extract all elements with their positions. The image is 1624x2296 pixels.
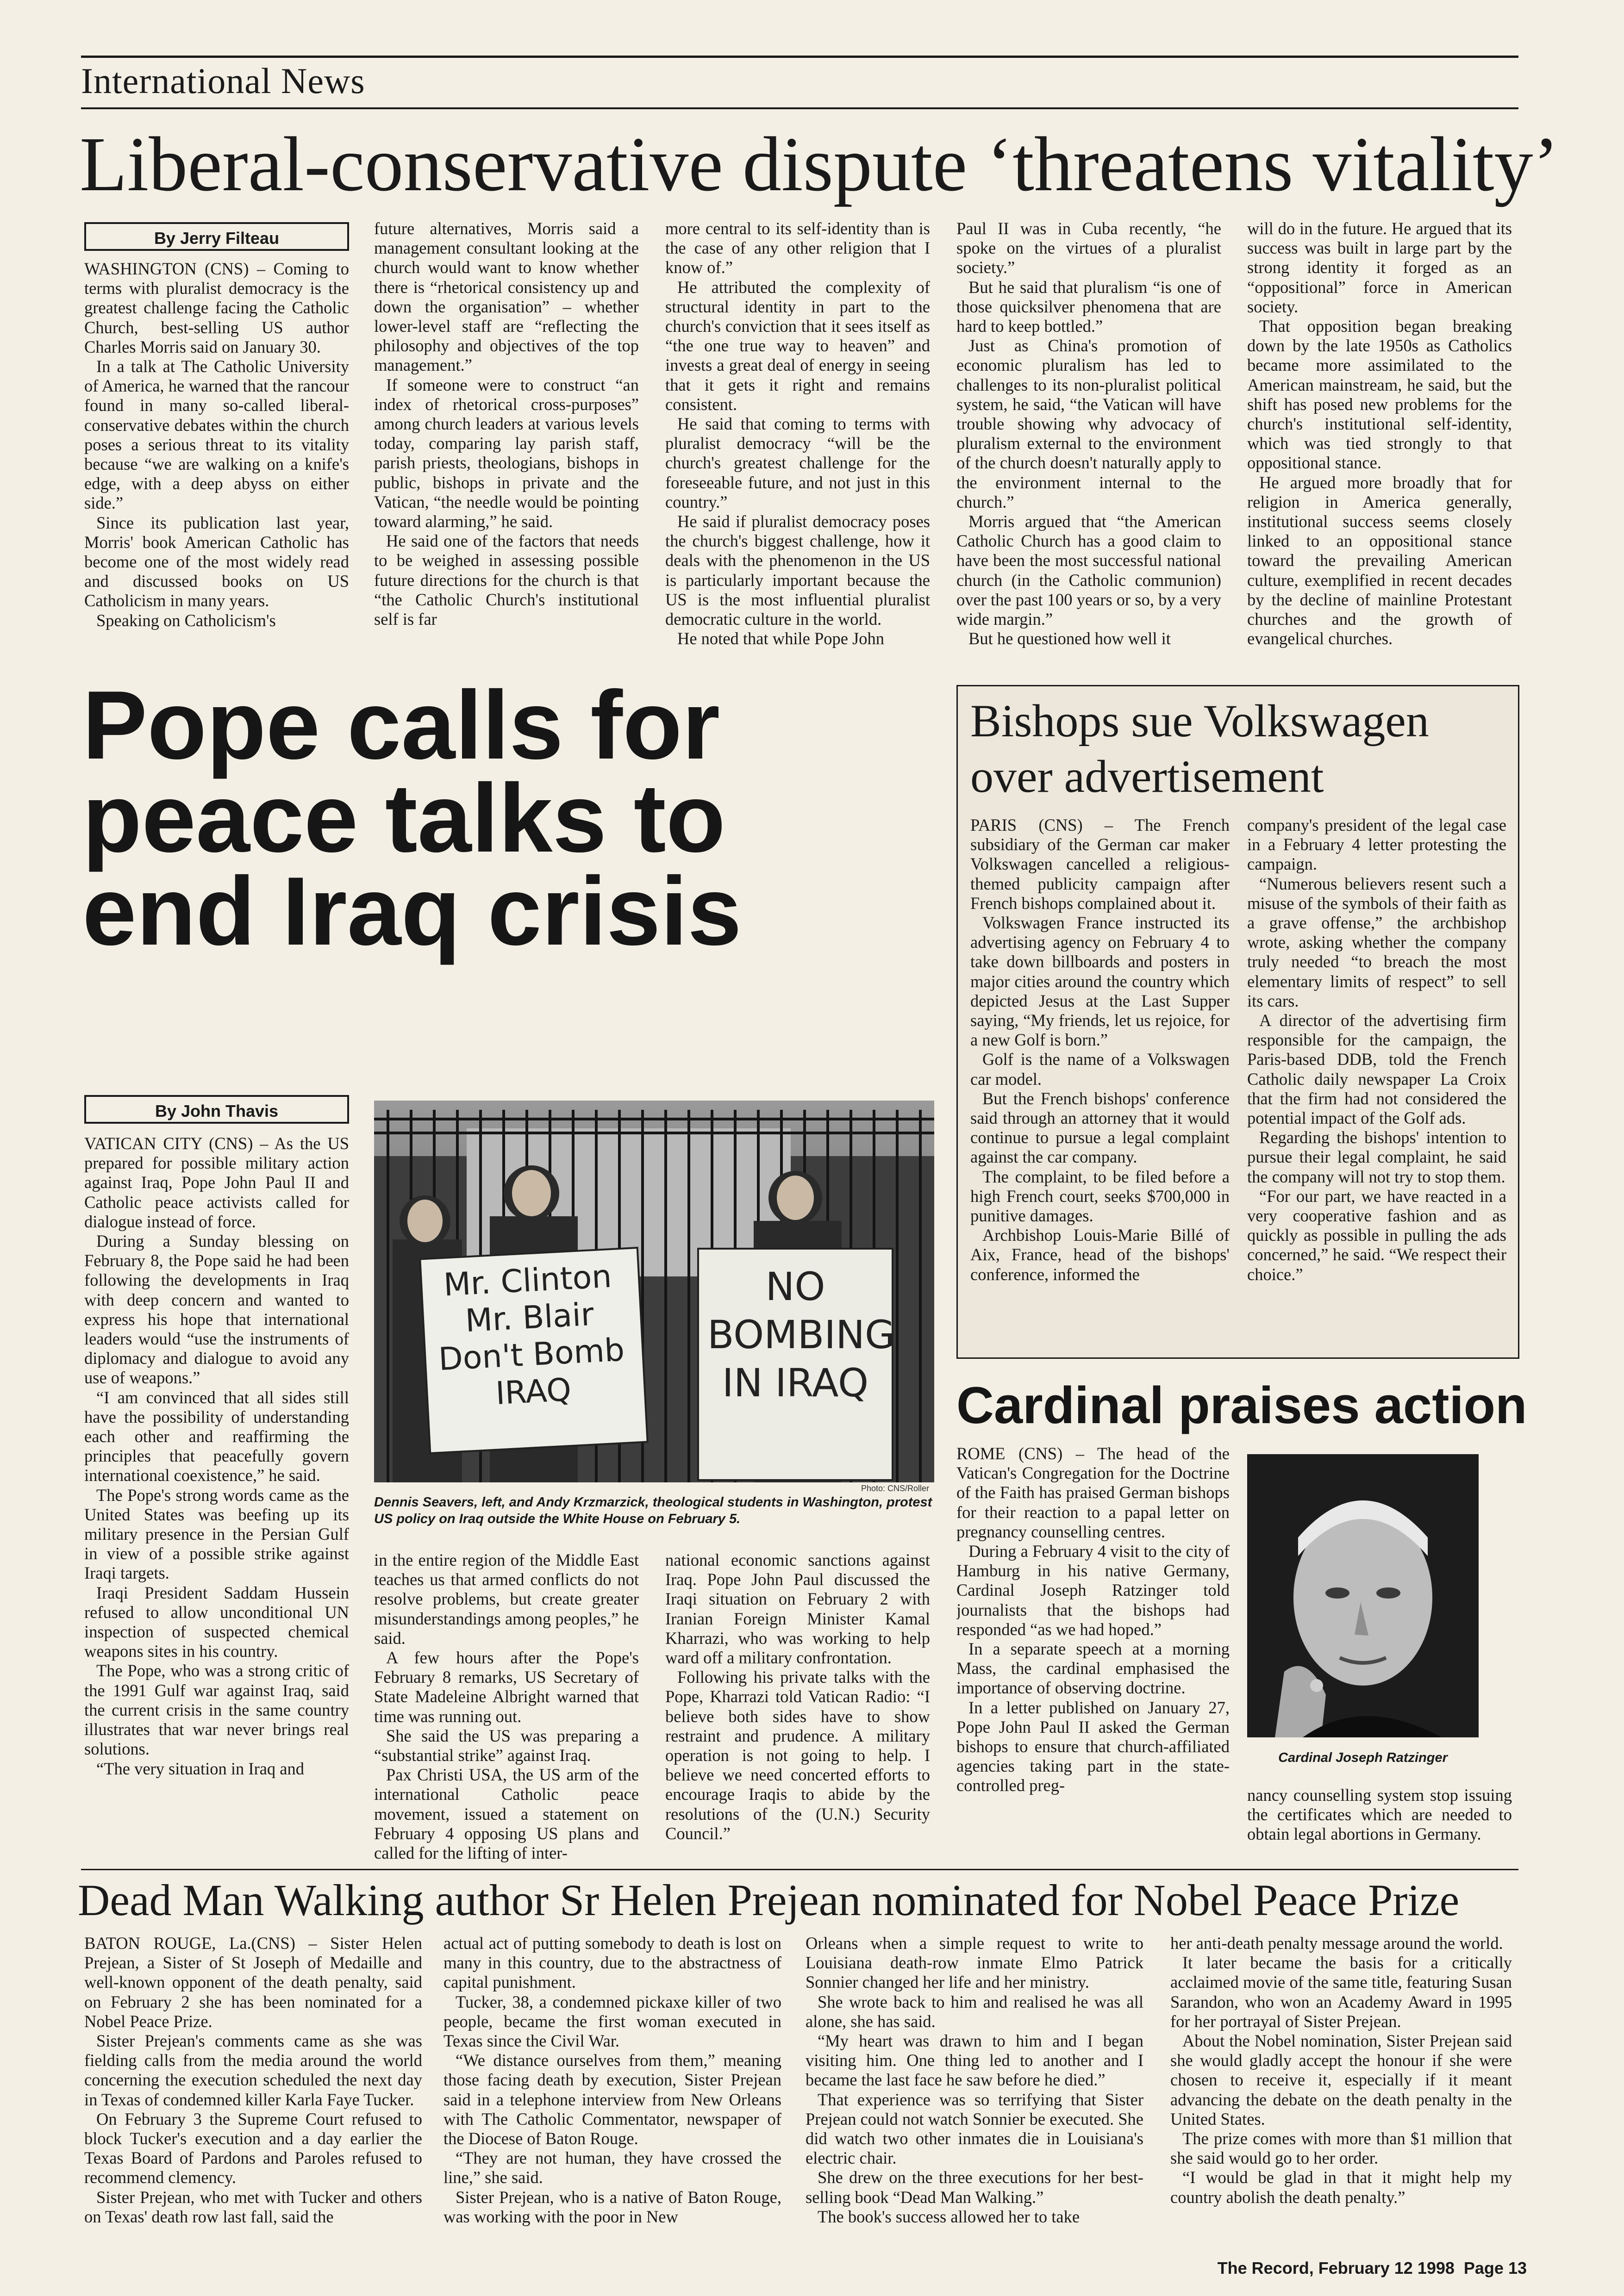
story5-col3 [806,1934,1143,2239]
paragraph: Sister Prejean's comments came as she was fielding calls from the media around the world concerning the execution scheduled the next day in Texas of condemned killer Karla Faye Tucker. [84,2031,422,2109]
sign-right-text: NO BOMBING IN IRAQ [707,1264,895,1406]
story1-col1 [84,259,349,662]
paragraph: In a letter published on January 27, Pope John Paul II asked the German bishops to ensure that church-affiliated agencies taking part in the state-controlled preg- [956,1698,1230,1795]
paragraph: But he said that pluralism “is one of those quicksilver phenomena that are hard to keep bottled.” [956,277,1221,336]
paragraph: Following his private talks with the Pope, Kharrazi told Vatican Radio: “I believe both sides have to show restraint and prudence. A military operation is not going to help. I believe we need concerted efforts to encourage Iraqis to abide by the resolutions of the (U.N.) Security Council.” [665,1668,930,1843]
paragraph: Speaking on Catholicism's [96,610,276,630]
cardinal-portrait [1247,1454,1479,1737]
paragraph: But the French bishops' conference said through an attorney that it would continue to pursue a legal complaint against the car company. [970,1089,1230,1167]
paragraph: “My heart was drawn to him and I began visiting him. One thing led to another and I became the last face he saw before he died.” [806,2031,1143,2090]
paragraph: During a February 4 visit to the city of Hamburg in his native Germany, Cardinal Joseph Ratzinger told journalists that the bishops had responded “as we had hoped.” [956,1542,1230,1639]
paragraph: Since its publication last year, Morris' book American Catholic has become one of the most widely read and discussed books on US Catholicism in many years. [84,513,349,610]
story1-col5 [1247,219,1512,662]
paragraph: Tucker, 38, a condemned pickaxe killer of two people, became the first woman executed in Texas since the Civil War. [443,1992,781,2051]
paragraph: During a Sunday blessing on February 8, the Pope said he had been following the developments in Iraq with deep concern and wanted to express his hope that international leaders would “use the instruments of diplomacy and dialogue to avoid any use of weapons.” [84,1232,349,1388]
paragraph: Morris argued that “the American Catholic Church has a good claim to have been the most successful national church (in the Catholic communion) over the past 100 years or so, by a very wide margin.” [956,512,1221,629]
paragraph: The Pope's strong words came as the United States was beefing up its military presence in the Persian Gulf in view of a possible strike against Iraqi targets. [84,1485,349,1583]
story5-col1 [84,1934,422,2239]
paragraph: her anti-death penalty message around the world. [1170,1934,1503,1953]
paragraph: But he questioned how well it [968,629,1171,648]
paragraph: “They are not human, they have crossed the line,” she said. [443,2148,781,2187]
story2-headline-line2: peace talks to [82,764,725,873]
section-rule [81,107,1518,109]
paragraph: Regarding the bishops' intention to pursue their legal complaint, he said the company will not try to stop them. [1247,1128,1506,1186]
paragraph: Iraqi President Saddam Hussein refused to allow unconditional UN inspection of suspected chemical weapons sites in his country. [84,1583,349,1661]
story5-col2 [443,1934,781,2239]
story2-col1 [84,1134,349,1884]
paragraph: It later became the basis for a critically acclaimed movie of the same title, featuring Susan Sarandon, who won an Academy Award in 1995 for her portrayal of Sister Prejean. [1170,1953,1512,2031]
sign-left-text: Mr. Clinton Mr. Blair Don't Bomb IRAQ [437,1258,625,1412]
paragraph: Sister Prejean, who met with Tucker and others on Texas' death row last fall, said the [84,2187,422,2226]
paragraph: Paul II was in Cuba recently, “he spoke on the virtues of a pluralist society.” [956,219,1221,277]
photo-credit: Photo: CNS/Roller [861,1484,930,1493]
paragraph: The prize comes with more than $1 million that she said would go to her order. [1170,2129,1512,2168]
paragraph: In a talk at The Catholic University of America, he warned that the rancour found in many so-called liberal-conservative debates within the church poses a serious threat to its vitality because “we are walking on a knife's edge, with a deep abyss on either side.” [84,357,349,513]
paragraph: The book's success allowed her to take [818,2207,1080,2226]
paragraph: He attributed the complexity of structural identity in part to the church's conviction that it sees itself as “the one true way to heaven” and invests a great deal of energy in seeing that it gets it right and remains consistent. [665,277,930,414]
section-label: International News [81,61,365,101]
story1-byline: By Jerry Filteau [84,222,349,251]
story5-col4 [1170,1934,1512,2239]
paragraph: He argued more broadly that for religion in America generally, institutional success seems closely linked to an oppositional stance toward the prevailing American culture, exemplified in recent decades by the decline of mainline Protestant churches and the growth of evangelical churches. [1247,473,1512,648]
photo-caption: Dennis Seavers, left, and Andy Krzmarzick, theological students in Washington, protest US policy on Iraq outside the White House on February 5. [374,1495,932,1526]
story2-headline-line3: end Iraq crisis [82,857,742,966]
story1-col2 [374,219,639,662]
paragraph: In a separate speech at a morning Mass, the cardinal emphasised the importance of observing doctrine. [956,1639,1230,1698]
paragraph: “I am convinced that all sides still have the possibility of understanding each other and reaffirming the principles that peacefully govern international coexistence,” he said. [84,1388,349,1485]
paragraph: future alternatives, Morris said a management consultant looking at the church would want to know whether there is “rhetorical consistency up and down the organisation” – whether lower-level staff are “reflecting the philosophy and objectives of the top management.” [374,219,639,375]
paragraph: He said that coming to terms with pluralist democracy “will be the church's greatest challenge for the foreseeable future, and not just in this country.” [665,414,930,511]
cardinal-caption: Cardinal Joseph Ratzinger [1278,1750,1448,1765]
story2-col3 [665,1550,930,1884]
story1-col4 [956,219,1221,662]
paragraph: ROME (CNS) – The head of the Vatican's Congregation for the Doctrine of the Faith has praised German bishops for their reaction to a papal letter on pregnancy counselling centres. [956,1444,1230,1541]
story3-headline-line1: Bishops sue Volkswagen [970,695,1429,747]
paragraph: She wrote back to him and realised he was all alone, she has said. [806,1992,1143,2031]
story3-headline-line2: over advertisement [970,751,1324,802]
paragraph: nancy counselling system stop issuing the certificates which are needed to obtain legal abortions in Germany. [1247,1786,1512,1844]
story1-headline: Liberal-conservative dispute ‘threatens vitality’ [80,121,1559,207]
paragraph: He noted that while Pope John [677,629,885,648]
cardinal-photo [1247,1454,1479,1737]
paragraph: Volkswagen France instructed its advertising agency on February 4 to take down billboards and posters in major cities around the country which depicted Jesus at the Last Supper saying, “My friends, let us rejoice, for a new Golf is born.” [970,913,1230,1050]
paragraph: Orleans when a simple request to write to Louisiana death-row inmate Elmo Patrick Sonnier changed her life and her ministry. [806,1934,1143,1992]
top-rule [81,56,1518,58]
paragraph: company's president of the legal case in a February 4 letter protesting the campaign. [1247,815,1506,874]
paragraph: The Pope, who was a strong critic of the 1991 Gulf war against Iraq, said the current crisis in the same country illustrates that war never brings real solutions. [84,1661,349,1759]
story4-headline: Cardinal praises action [956,1376,1527,1434]
paragraph: “For our part, we have reacted in a very cooperative fashion and as quickly as possible in pulling the ads concerned,” he said. “We respect their choice.” [1247,1186,1506,1284]
paragraph: WASHINGTON (CNS) – Coming to terms with pluralist democracy is the greatest challenge facing the Catholic Church, best-selling US author Charles Morris said on January 30. [84,259,349,356]
paragraph: in the entire region of the Middle East teaches us that armed conflicts do not resolve problems, but create greater misunderstandings among peoples,” he said. [374,1550,639,1648]
paragraph: If someone were to construct “an index of rhetorical cross-purposes” among church leaders at various levels today, comparing lay parish staff, parish priests, theologians, bishops in public, bishops in private and the Vatican, “the needle would be pointing toward alarming,” he said. [374,375,639,531]
paragraph: She drew on the three executions for her best-selling book “Dead Man Walking.” [806,2168,1143,2207]
story1-col3 [665,219,930,662]
story4-col1 [956,1444,1230,1884]
paragraph: About the Nobel nomination, Sister Prejean said she would gladly accept the honour if she were chosen to receive it, especially if it meant advancing the debate on the death penalty in the United States. [1170,2031,1512,2128]
paragraph: The complaint, to be filed before a high French court, seeks $700,000 in punitive damages. [970,1167,1230,1226]
paragraph: “I would be glad in that it might help my country abolish the death penalty.” [1170,2168,1512,2207]
paragraph: PARIS (CNS) – The French subsidiary of the German car maker Volkswagen cancelled a religious-themed publicity campaign after French bishops complained about it. [970,815,1230,913]
paragraph: national economic sanctions against Iraq. Pope John Paul discussed the Iraqi situation on February 2 with Iranian Foreign Minister Kamal Kharrazi, who was working to help ward off a military confrontation. [665,1550,930,1668]
paragraph: “Numerous believers resent such a misuse of the symbols of their faith as a grave offense,” the archbishop wrote, asking whether the company truly needed “to breach the most elementary limits of respect” to sell its cars. [1247,874,1506,1010]
paragraph: Just as China's promotion of economic pluralism has led to challenges to its non-pluralist political system, he said, “the Vatican will have trouble showing why advocacy of pluralism external to the environment of the church doesn't naturally apply to the environment internal to the church.” [956,336,1221,511]
paragraph: Sister Prejean, who is a native of Baton Rouge, was working with the poor in New [443,2187,781,2226]
paragraph: Golf is the name of a Volkswagen car model. [970,1050,1230,1089]
protest-photo [374,1101,934,1482]
paragraph: A director of the advertising firm responsible for the campaign, the Paris-based DDB, told the French Catholic daily newspaper La Croix that the firm had not considered the potential impact of the Golf ads. [1247,1011,1506,1128]
paragraph: She said the US was preparing a “substantial strike” against Iraq. [374,1726,639,1765]
story3-col2 [1247,815,1506,1348]
paragraph: He said if pluralist democracy poses the church's biggest challenge, how it deals with the phenomenon in the US is particularly important because the US is the most influential pluralist democratic culture in the world. [665,512,930,629]
paragraph: will do in the future. He argued that its success was built in large part by the strong identity it forged as an “oppositional” force in American society. [1247,219,1512,316]
story2-headline-line1: Pope calls for [82,671,720,779]
paragraph: He said one of the factors that needs to be weighed in assessing possible future directions for the church is that “the Catholic Church's institutional self is far [374,531,639,629]
paragraph: That opposition began breaking down by the late 1950s as Catholics became more assimilated to the American mainstream, he said, but the shift has posed new problems for the church's institutional self-identity, which was tied strongly to that oppositional stance. [1247,317,1512,473]
paragraph: Archbishop Louis-Marie Billé of Aix, France, head of the bishops' conference, informed the [970,1226,1230,1284]
story2-headline [82,671,742,966]
paragraph: actual act of putting somebody to death is lost on many in this country, due to the abstractness of capital punishment. [443,1934,781,1992]
page-footer: The Record, February 12 1998 Page 13 [1217,2259,1527,2277]
paragraph: BATON ROUGE, La.(CNS) – Sister Helen Prejean, a Sister of St Joseph of Medaille and well-known opponent of the death penalty, said on February 2 she has been nominated for a Nobel Peace Prize. [84,1934,422,2031]
story2-col2 [374,1550,639,1884]
story3-col1 [970,815,1230,1348]
paragraph: A few hours after the Pope's February 8 remarks, US Secretary of State Madeleine Albright warned that time was running out. [374,1648,639,1726]
story2-byline: By John Thavis [84,1095,349,1124]
paragraph: “The very situation in Iraq and [96,1759,304,1778]
story5-headline: Dead Man Walking author Sr Helen Prejean nominated for Nobel Peace Prize [78,1875,1460,1925]
paragraph: VATICAN CITY (CNS) – As the US prepared for possible military action against Iraq, Pope John Paul II and Catholic peace activists called for dialogue instead of force. [84,1134,349,1231]
story5-rule [81,1869,1518,1870]
paragraph: Pax Christi USA, the US arm of the international Catholic peace movement, issued a statement on February 4 opposing US plans and called for the lifting of inter- [374,1765,639,1863]
paragraph: That experience was so terrifying that Sister Prejean could not watch Sonnier be executed. She did watch two other inmates die in Louisiana's electric chair. [806,2090,1143,2168]
paragraph: more central to its self-identity than is the case of any other religion that I know of.” [665,219,930,277]
paragraph: “We distance ourselves from them,” meaning those facing death by execution, Sister Prejean said in a telephone interview from New Orleans with The Catholic Commentator, newspaper of the Diocese of Baton Rouge. [443,2051,781,2148]
paragraph: On February 3 the Supreme Court refused to block Tucker's execution and a day earlier the Texas Board of Pardons and Paroles refused to recommend clemency. [84,2109,422,2187]
